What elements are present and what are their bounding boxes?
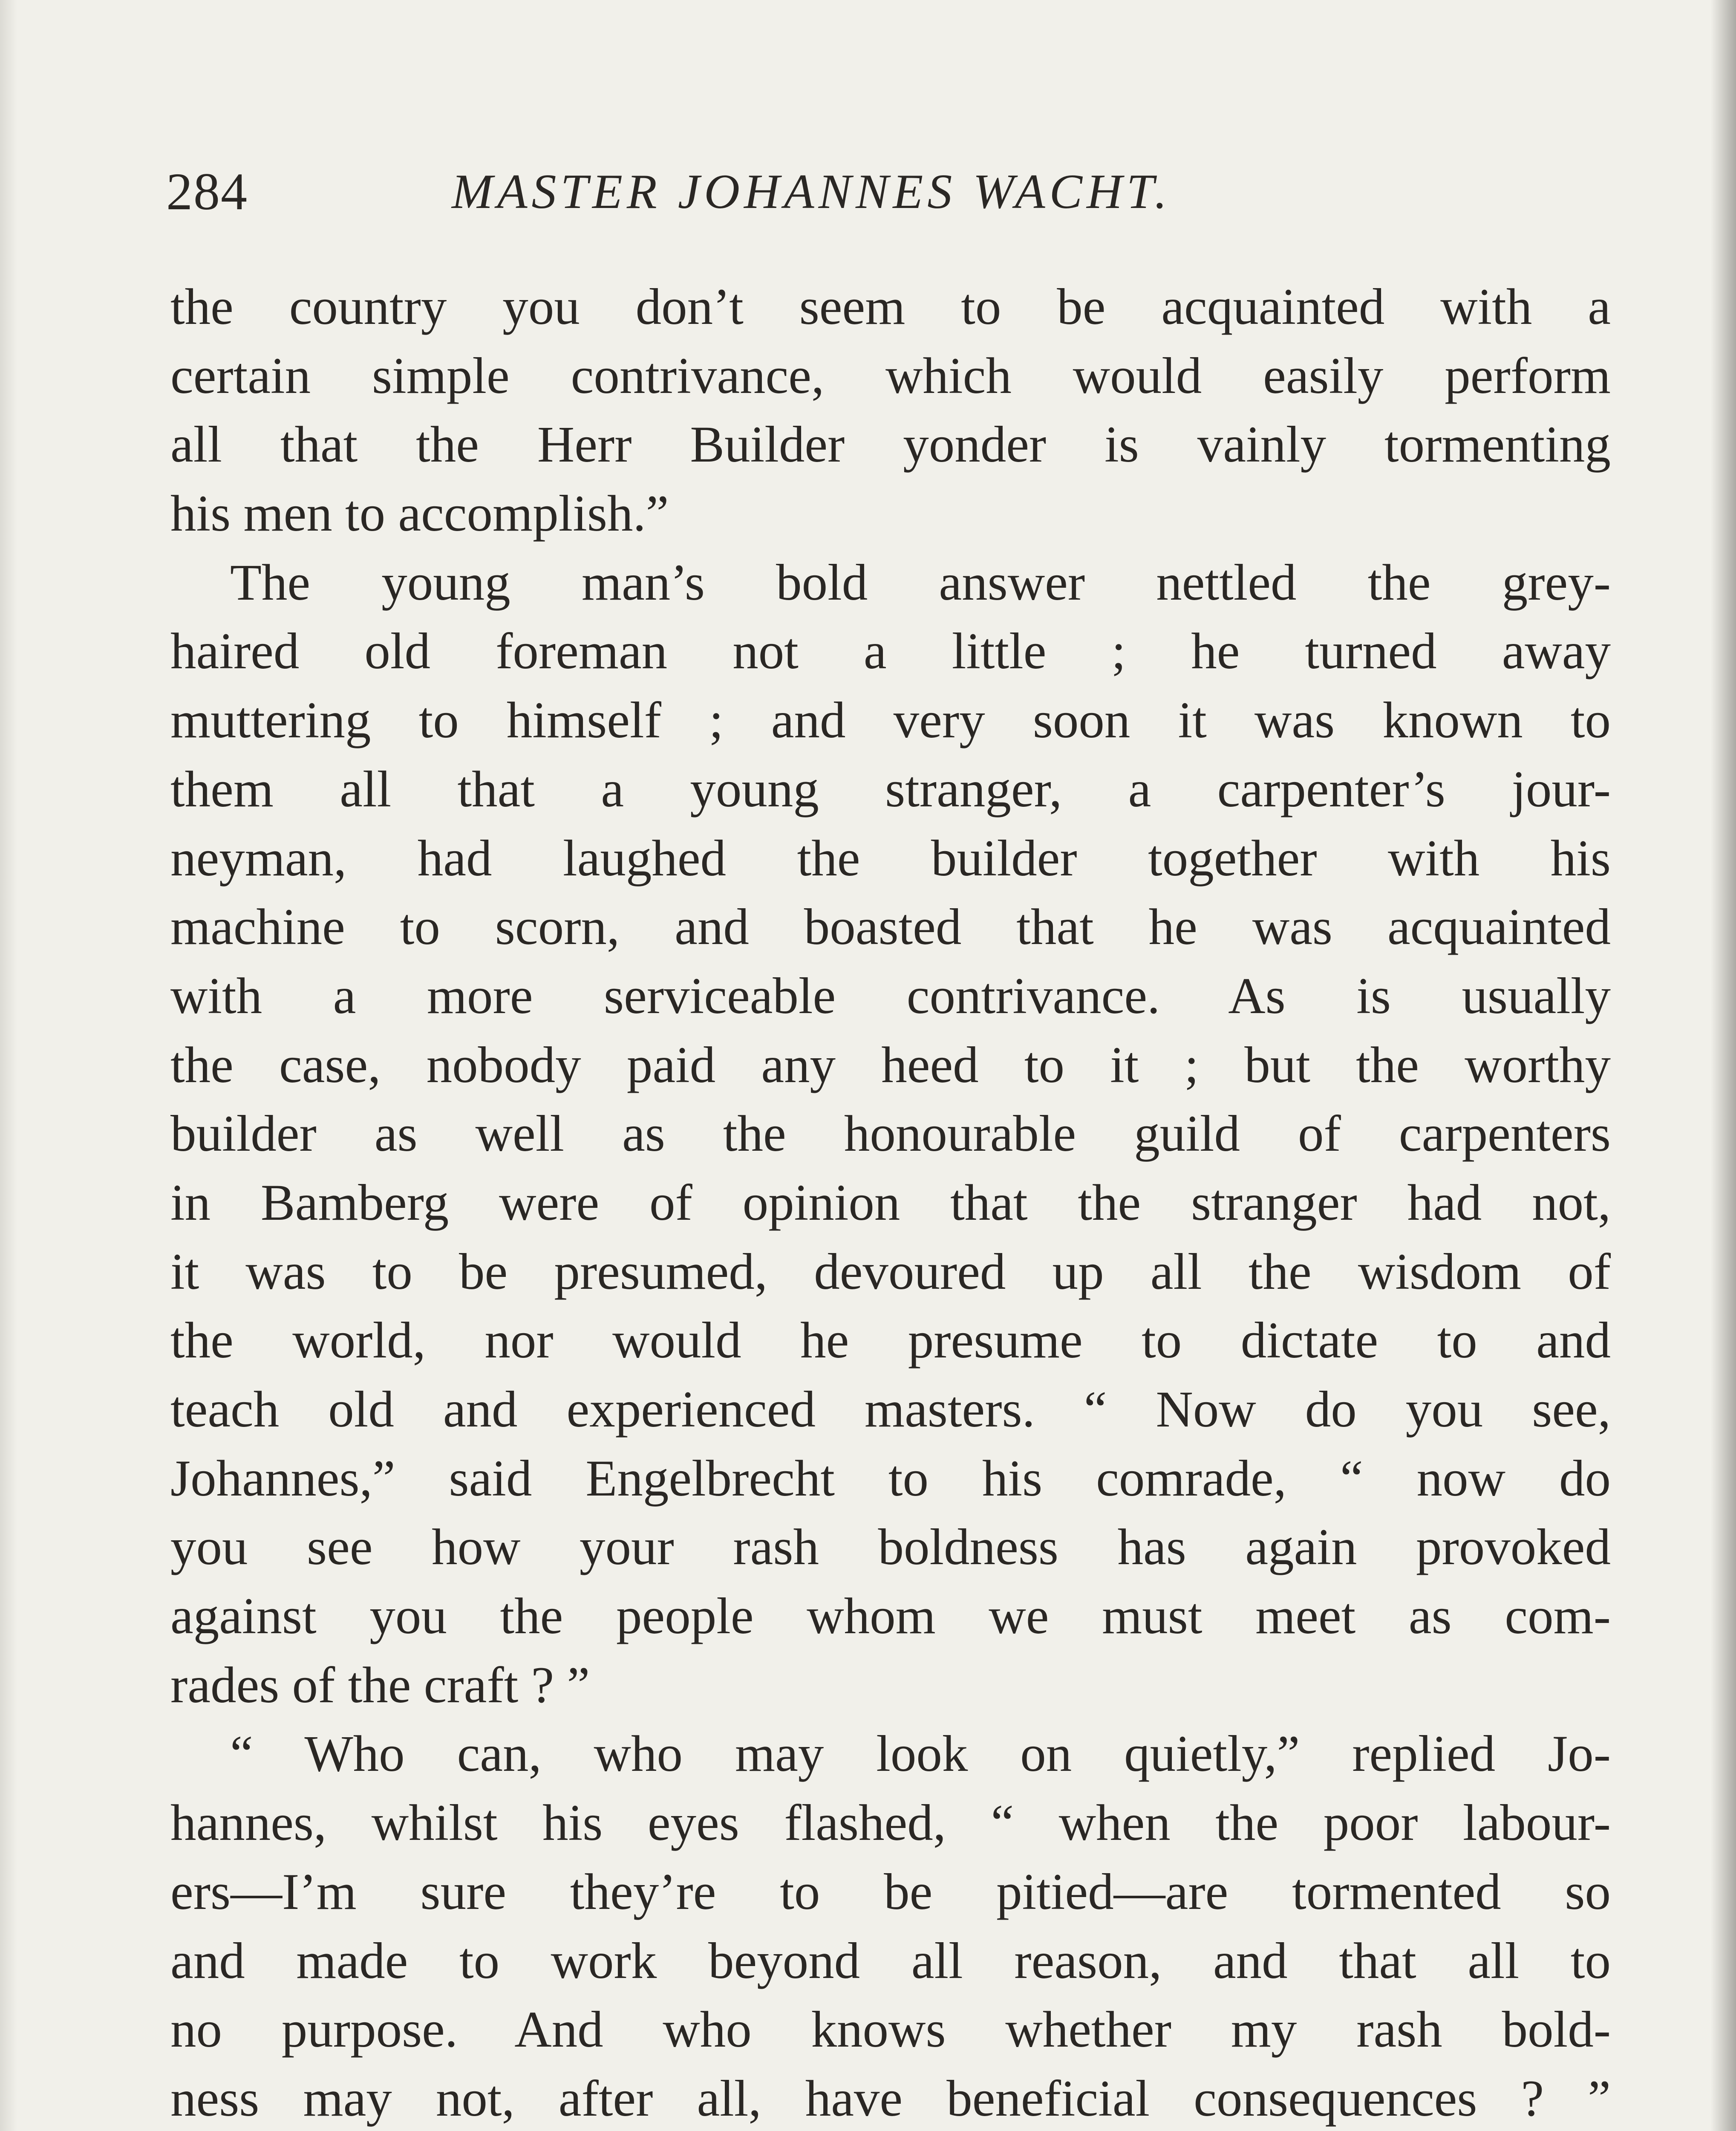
text-line: neyman, had laughed the builder together with his (170, 829, 1611, 887)
paragraph (170, 273, 1611, 549)
running-title: MASTER JOHANNES WACHT. (452, 165, 1171, 219)
text-line: Johannes,” said Engelbrecht to his comrade, “ now do (170, 1450, 1611, 1507)
page-header (166, 153, 1615, 230)
text-line: against you the people whom we must meet as com- (170, 1588, 1611, 1645)
text-line: teach old and experienced masters. “ Now do you see, (170, 1381, 1611, 1438)
page-edge-shadow-left (0, 0, 17, 2131)
text-line: and made to work beyond all reason, and that all to (170, 1932, 1611, 1990)
text-line: ness may not, after all, have beneficial consequences ? ” (170, 2070, 1611, 2127)
text-line: it was to be presumed, devoured up all the wisdom of (170, 1243, 1611, 1300)
text-line: ers—I’m sure they’re to be pitied—are tormented so (170, 1863, 1611, 1920)
text-line: no purpose. And who knows whether my rash bold- (170, 2001, 1611, 2059)
paragraph (170, 1720, 1611, 2131)
text-line: his men to accomplish.” (170, 485, 669, 543)
text-line: The young man’s bold answer nettled the grey- (230, 554, 1611, 611)
text-line: all that the Herr Builder yonder is vainly tormenting (170, 416, 1611, 474)
body-text (170, 273, 1611, 2131)
text-line: the world, nor would he presume to dictate to and (170, 1312, 1611, 1369)
page-number: 284 (166, 162, 248, 221)
text-line: in Bamberg were of opinion that the stranger had not, (170, 1174, 1611, 1231)
paragraph (170, 549, 1611, 1720)
text-line: with a more serviceable contrivance. As is usually (170, 967, 1611, 1025)
text-line: rades of the craft ? ” (170, 1656, 590, 1714)
text-line: muttering to himself ; and very soon it was known to (170, 692, 1611, 749)
text-line: hannes, whilst his eyes flashed, “ when the poor labour- (170, 1794, 1611, 1852)
text-line: haired old foreman not a little ; he turned away (170, 623, 1611, 680)
text-line: the country you don’t seem to be acquainted with a (170, 278, 1611, 335)
page-edge-shadow-right (1710, 0, 1736, 2131)
text-line: you see how your rash boldness has again provoked (170, 1519, 1611, 1576)
text-line: “ Who can, who may look on quietly,” replied Jo- (230, 1725, 1611, 1783)
text-line: them all that a young stranger, a carpenter’s jour- (170, 760, 1611, 818)
text-line: builder as well as the honourable guild of carpenters (170, 1105, 1611, 1163)
text-line: certain simple contrivance, which would easily perform (170, 347, 1611, 404)
text-line: the case, nobody paid any heed to it ; but the worthy (170, 1036, 1611, 1094)
text-line: machine to scorn, and boasted that he was acquainted (170, 898, 1611, 956)
